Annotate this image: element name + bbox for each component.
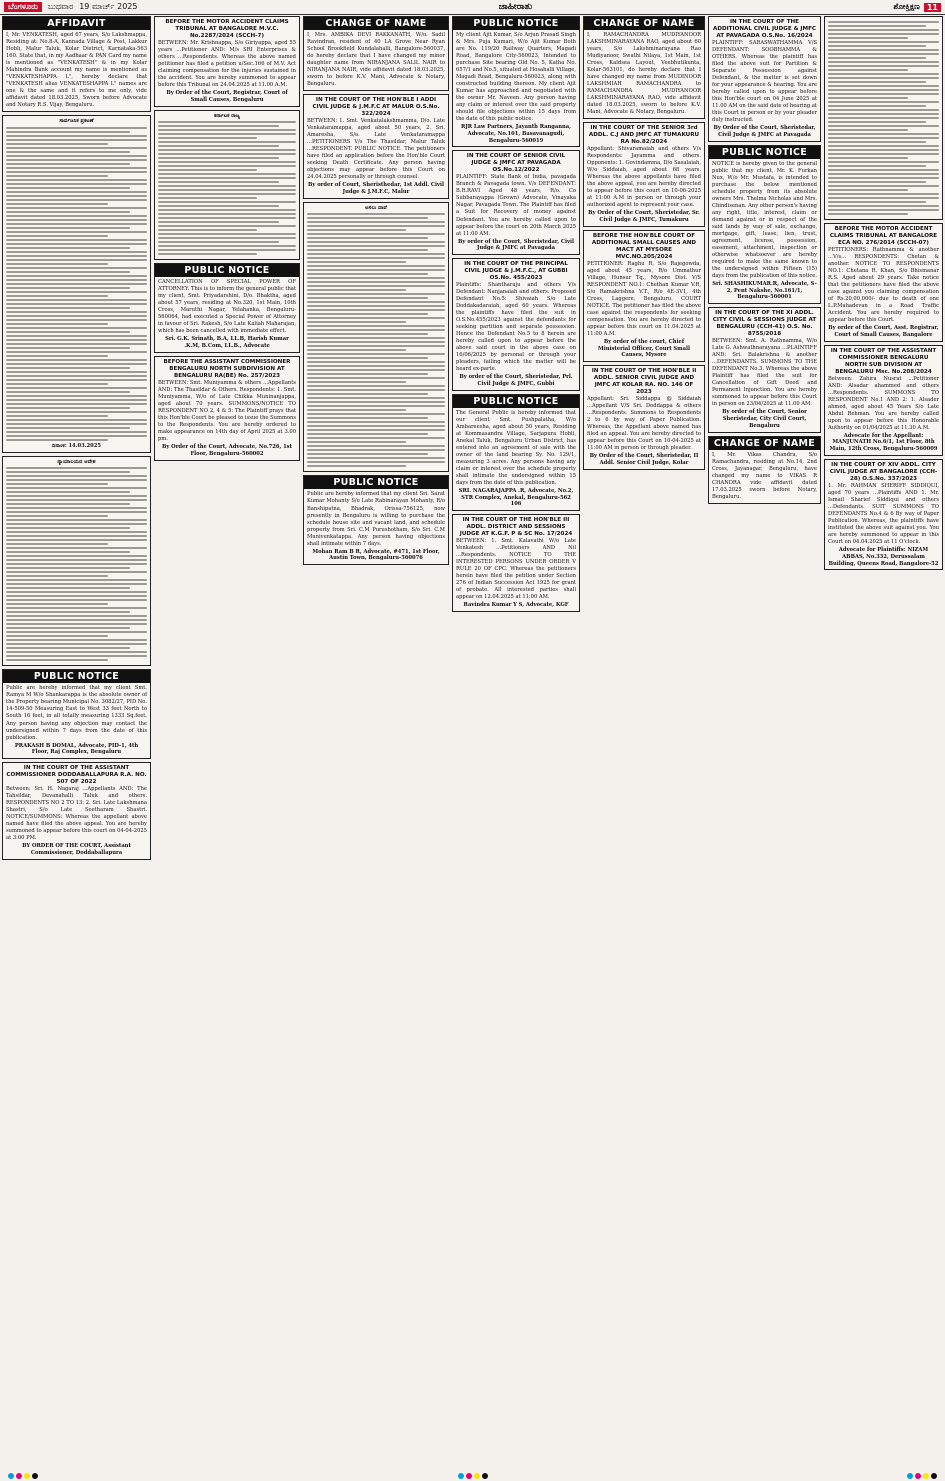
notice-10 [452, 394, 580, 511]
notice-signature: By order of the Court, Senior Sheristedar, City Civil Court, Bengaluru [722, 409, 807, 429]
court-title: IN THE COURT OF THE XI ADDL. CITY CIVIL & SESSIONS JUDGE AT BENGALURU (CCH-41) O.S. No. 8755/2018 [712, 310, 817, 338]
notice-body: BETWEEN: 1. Smt. Kalavathi W/o Late Venkatesh ...Petitioners AND Nil ...Respondents. NOTICE TO THE INTERESTED PERSONS UNDER ORDER V RULE 20 OF CPC. Whereas the petitioners herein have filed the petition under Section 276 of Indian Succession Act 1925 for grant of probate. All interested parties shall appear on 12.04.2025 at 11:00 AM. [456, 538, 576, 601]
court-title: IN THE COURT OF THE ASSISTANT COMMISSIONER BENGALURU NORTH SUB DIVISION AT BENGALURU Msc. No.208/2024 [830, 347, 937, 375]
court-title: BEFORE THE HON'BLE COURT OF ADDITIONAL SMALL CAUSES AND MACT AT MYSORE MVC.NO.205/2024 [591, 232, 697, 260]
court-title: BEFORE THE ASSISTANT COMMISSIONER BENGALURU NORTH SUBDIVISION AT BENGALURU RA(BE) No. 257/2023 [163, 358, 291, 379]
kannada-notice-4 [303, 202, 449, 473]
notice-2 [303, 16, 449, 91]
registration-marks-left [0, 1473, 46, 1479]
text-lines [828, 21, 939, 215]
notice-5 [708, 16, 821, 142]
court-title: IN THE COURT OF THE PRINCIPAL CIVIL JUDGE & J.M.F.C., AT GUBBI OS.No. 455/2023 [464, 261, 568, 282]
notice-body: PETITIONERS: Rathnamma & another ...V/s... RESPONDENTS: Chetan & another. NOTICE TO RESPONDENTS NO.1: Chetana R. Khan, S/o Bhismanar R.S. Aged about 29 years. Take notice that the petitioners have filed the above case against you claiming compensation of Rs.20,00,000/- due to death of one L.P.Mahadevan in a Road Traffic Accident. You are hereby required to appear before this Court. [828, 246, 939, 324]
notice-body: I, Mr. VENKATESH, aged 67 years, S/o Lakshmappa, Residing at: No.8-A, Kannada Village & Post, Lakkur Hobli, Malur Taluk, Kolar District, Karnataka-563 160. State that, in my Aadhaar & PAN Card my name is mentioned as "VENKATESH" & in my Kolar Mahindra Bank account my name is mentioned as "VENKATESHAPPA L", hereby declare that "VENKATESH alias VENKATESHAPPA L" names are one & the same and it refers to me only, vide affidavit dated 18.03.2025, Sworn before Advocate and Notary R.S. Vijay, Bengaluru. [6, 32, 147, 109]
notice-body: 1. Mr. RAHMAN SHERIFF SIDDIQUI, aged 70 years ...Plaintiffs AND 1. Mr. Ismail Sharief Siddiqui and others ...Defendants. SUIT SUMMONS TO DEFENDANTS No.4 & 6 By way of Paper Publication. Whereas, the plaintiffs have instituted the above suit against you. You are hereby summoned to appear in this Court on 04.04.2025 at 11 O'clock. [828, 482, 939, 546]
notice-heading: PUBLIC NOTICE [453, 395, 579, 408]
notice-16 [2, 762, 151, 860]
cyan-mark [907, 1473, 913, 1479]
column-7 [824, 16, 943, 1468]
notice-11 [583, 122, 705, 227]
notice-body: Appellant: Shivaramaiah and others V/s Respondents: Jayamma and others. Opponents: 1. Govindamma, D/o Sasalaiah, W/o Siddaiah, aged about 68 years. Whereas the above appellants have filed the above appeal, you are hereby directed to appear before this court on 10-06-2025 at 11:00 A.M in person or through your authorized agent to represent your case. [587, 146, 701, 209]
notice-body: BETWEEN: Mr. Krishnappa, S/o Giriyappa, aged 55 years ...Petitioner AND: M/s SRI Enterprises & others ...Respondents. Whereas the above named petitioner has filed a petition u/Sec.166 of M.V. Act claiming compensation for the injuries sustained in the accident. You are hereby summoned to appear before this Tribunal on 24.04.2025 at 11.00 A.M. [158, 39, 296, 89]
notice-heading: AFFIDAVIT [3, 17, 150, 30]
notice-signature: RJR Law Partners, Jayanth Ranganna, Advocate, No.101, Basavanagudi, Bengaluru-560019 [461, 124, 571, 144]
notice-3 [452, 16, 580, 147]
notice-13 [2, 669, 151, 759]
column-4 [452, 16, 580, 1468]
notice-25 [824, 345, 943, 456]
notice-heading: PUBLIC NOTICE [3, 670, 150, 683]
kannada-date: ದಿನಾಂಕ: 14.03.2025 [52, 442, 101, 449]
yellow-mark [474, 1473, 480, 1479]
masthead [0, 0, 945, 15]
notice-17 [154, 356, 300, 461]
notice-1 [2, 16, 151, 112]
notice-4 [583, 16, 705, 119]
notice-body: I, RAMACHANDRA MUDIYANOOR LAKSHMINARAYANA RAO, aged about 60 years, S/o Lakshminarayana Rao Mudiyanoor, Swathi Nilaya, 1st Main, 1st Cross, Kaldsea Layout, Veebhutikunta, Kolar-563101, do hereby declare that I have changed my name from MUDINOOR LAKSHMIAH RAMACHANDRA to RAMACHANDRA MUDIYANOOR LAKSHMINARAYANA RAO, vide affidavit dated 18.03.2025, sworn to before K.V. Mani, Advocate & Notary, Bengaluru. [587, 32, 701, 116]
notice-body: BETWEEN: Smt. A. Rathnamma, W/o Late G. Ashwathnarayana ...PLAINTIFF AND: Sri. Balakrishna & another ...DEFENDANTS. SUMMONS TO THE DEFENDANT No.3. Whereas the above Plaintiff has filed the suit for Cancellation of Gift Deed and Permanent Injunction. You are hereby summoned to appear before this Court in person on 23/04/2025 at 11.00 AM. [712, 338, 817, 408]
notice-signature: By order of the Court, Asst. Registrar, Court of Small Causes, Bangalore [828, 325, 939, 338]
notice-signature: By Order of the Court, Sheristedar, Sr. Civil Judge & JMFC, Tumakuru [588, 210, 700, 224]
column-5 [583, 16, 705, 1468]
notice-signature: By order of the Court, Sheristedar, Prl. Civil Judge & JMFC, Gubbi [459, 374, 573, 387]
notice-signature: Ravindra Kumar Y S, Advocate, KGF [463, 602, 569, 609]
court-title: BEFORE THE MOTOR ACCIDENT CLAIMS TRIBUNAL AT BANGALORE M.V.C. No.2287/2024 (SCCH-7) [165, 19, 289, 39]
notice-14 [154, 263, 300, 353]
notice-6 [154, 16, 300, 107]
notice-18 [303, 475, 449, 565]
page-number: 11 [924, 3, 941, 12]
notice-signature: By Order of the Court, Advocate, No.726, 1st Floor, Bengaluru-560002 [161, 444, 293, 457]
notice-signature: Advocate for Plaintiffs: NIZAM ABBAS, No.332, Derussalam Building, Queens Road, Bangalore-52 [828, 547, 939, 567]
masthead-right [893, 2, 945, 12]
notice-body: My client Ajit Kumar, S/o Arjun Prasad Singh & Mrs. Puja Kumari, W/o Ajit Kumar Both are No. 119/20 Railway Quarters, Magadi Road, Bangalore City-560023, Intended to purchase Site bearing Old No. 5, Katha No. 657/1 and No.5, situated at Hosahalli Village, Magadi Road, Bengaluru-560023, along with constructed building thereon. My client Ajit Kumar has approached and negotiated with the owner Mr. Naveen. Any person having any claim or interest over the said property should file objections within 15 days from the date of this public notice. [456, 32, 576, 123]
notice-22 [708, 145, 821, 305]
notice-heading: PUBLIC NOTICE [155, 264, 299, 277]
notice-body: Between: Zahira Nusrat ...Petitioner AND: Alsadar ahammed and others ...Respondents. SUMMONS TO RESPONDENT No.1 AND 2: 1. Alsader ahmed, aged about 45 Years S/o Late Abdul Rehman. You are hereby called upon to appear before this Honorable Authority on 01/04/2025 at 11.30 A.M. [828, 375, 939, 431]
court-title: IN THE COURT OF THE HON'BLE I ADDI CIVIL JUDGE & J.M.F.C AT MALUR O.S.No. 322/2024 [312, 97, 440, 118]
notice-12 [583, 230, 705, 362]
kannada-notice-3 [154, 110, 300, 261]
notice-signature: By order of Court, Sheristhedar, 1st Addl. Civil Judge & J.M.F.C, Malur [308, 182, 444, 195]
notice-signature: BY ORDER OF THE COURT, Assistant Commissioner, Doddaballapura [22, 843, 131, 856]
kannada-notice-5 [824, 16, 943, 220]
kannada-heading: ಅಸಲು ದಾವೆ [365, 204, 387, 211]
notice-signature: PRAKASH B DOMAL, Advocate, PID-1, 4th Floor, Raj Complex, Bengaluru [14, 742, 139, 756]
cyan-mark [458, 1473, 464, 1479]
magenta-mark [915, 1473, 921, 1479]
notice-body: PLAINTIFF: SARASWATHAMMA V/S DEFENDANT: SOOBHAMMA & OTHERS. Whereas the plaintiff has filed the above suit for Partition & Separate Possession against Defendant, & the matter is set down for your appearance & hearing. You are hereby called upon to appear before this Hon'ble court on 04 June 2025 at 11.00 AM on the said date of hearing at this Court in person or by your pleader duly instructed. [712, 39, 817, 124]
text-lines [6, 467, 147, 661]
print-registration-footer [0, 1470, 945, 1481]
notice-20 [708, 307, 821, 432]
kannada-notice-1 [2, 115, 151, 453]
column-6 [708, 16, 821, 1468]
notice-body: PLAINTIFF: State Bank of India, pavagada Branch & Pavagada town. V/s DEFENDANT: B.R.RAVI Aged 48 years, R/o. Co Subbarayappa (Grown) Advocate, Vinayaka Nagar, Pavagada Town. The Plaintiff has filed a Suit for Recovery of money against Defendant. You are hereby called upon to appear before the court on 20th March 2025 at 11:00 AM. [456, 174, 576, 237]
court-title: IN THE COURT OF SENIOR CIVIL JUDGE & JMFC AT PAVAGADA OS.No.12/2022 [466, 153, 566, 174]
black-mark [32, 1473, 38, 1479]
text-lines [158, 121, 296, 255]
notice-15 [708, 436, 821, 504]
notice-body: NOTICE is hereby given to the general public that my client, Mr. K. Furkan Nux, W/o Mr. Mustafa, is intended to purchase the below mentioned schedule property from its absolute owners Mrs. Thelma Nicholas and Mrs. Chindisenan. Any other person's having any right, title, interest, claim or demand against or in respect of the said lands by way of sale, exchange, mortgage, gift, lease, lien, trust, agreement, license, possession, easement, attachment, inspection or otherwise whatsoever are hereby required to make the same known to the undersigned within Fifteen (15) days from the publication of this notice. [712, 160, 817, 279]
notice-19 [452, 514, 580, 612]
notice-body: I, Mrs. AMBIKA DEVI RAKKANATH, W/o. Sadil Ravindran, resident of 40 LA Grove Near Ryan School Brookfield Kundalahalli, Bangalore-560037, do hereby declare that I have changed my minor daughter name from NIRANJANA SALIL NAIR to NIRANJANA NAIR, vide affidavit dated 18.03.2025, sworn to before K.V. Mani, Advocate & Notary, Bengaluru. [307, 32, 445, 88]
court-title: IN THE COURT OF THE ADDITIONAL CIVIL JUDGE & JMFC AT PAVAGADA O.S.No. 16/2024 [712, 19, 816, 39]
court-title: IN THE COURT OF THE HON'BLE II ADDL. SENIOR CIVIL JUDGE AND JMFC AT KOLAR RA. NO. 146 OF 2023 [591, 368, 697, 396]
black-mark [931, 1473, 937, 1479]
masthead-left [0, 2, 137, 12]
masthead-date: 19 ಮಾರ್ಚ್ 2025 [79, 2, 138, 11]
cyan-mark [8, 1473, 14, 1479]
kannada-notice-2 [2, 456, 151, 667]
notice-heading: PUBLIC NOTICE [304, 476, 448, 489]
notice-signature: By Order of the Court, Registrar, Court of Small Causes, Bengaluru [166, 90, 288, 103]
notice-9 [452, 258, 580, 391]
registration-marks-center [450, 1473, 496, 1479]
column-1 [2, 16, 151, 1468]
black-mark [482, 1473, 488, 1479]
notice-heading: CHANGE OF NAME [304, 17, 448, 30]
registration-marks-right [899, 1473, 945, 1479]
notice-signature: Advocate for the Appellant: MANJUNATH No.6/1, 1st Floor, 8th Main, 12th Cross, Bengaluru-560009 [829, 432, 938, 453]
court-title: IN THE COURT OF THE ASSISTANT COMMISSIONER DODDABALLAPURA R.A. NO. 507 OF 2022 [6, 765, 147, 786]
kannada-heading: ಕರ್ನಾಟಕ ರಾಜ್ಯ [213, 112, 241, 119]
yellow-mark [923, 1473, 929, 1479]
notice-body: PETITIONER: Raghu R, S/o Rajegowda, aged about 45 years, R/o Ummathur Village, Hunsur Tq., Mysore Dist. V/S RESPONDENT NO.1: Chethan Kumar V.R, S/o Ramakrishna V.T., R/o 4E-3V1, 4th Cross, Laggere, Bengaluru. COURT NOTICE. The petitioner has filed the above case against the respondents for seeking compensation. You are hereby directed to appear before this court on 11.04.2025 at 11:00 A.M. [587, 260, 702, 337]
notice-body: BETWEEN: Smt. Muniyamma & others ...Appellants AND: The Thasildar & Others. Respondents: 1. Smt. Muniyamma, W/o of Late Chikka Muninanjappa, aged about 70 years. SUMMONS/NOTICE TO RESPONDENT NO 2, 4 & 5: The Plaintiff prays that this Hon'ble Court be pleased to issue the Summons to the Respondents. You are hereby ordered to make appearance on 14th day of April 2025 at 3.00 pm. [158, 379, 296, 443]
notice-signature: By Order of the Court, Sheristedar, Civil Judge & JMFC at Pavagada [713, 125, 816, 138]
notice-heading: CHANGE OF NAME [584, 17, 704, 30]
notice-body: I, Mr. Vikas Chandra, S/o Ramachandra, residing at No.14, 2nd Cross, Jayanagar, Bengaluru, have changed my name to VIKAS R CHANDRA vide affidavit dated 17.03.2025 sworn before Notary, Bengaluru. [712, 451, 817, 500]
notice-signature: SRI. NAGARAJAPPA .R, Advocate, No.2, STR Complex, Anekal, Bengaluru-562 106 [458, 487, 574, 508]
notice-23 [824, 459, 943, 570]
paper-name: ಜಾಹೀರಾತು [498, 2, 533, 12]
magenta-mark [16, 1473, 22, 1479]
notice-21 [583, 365, 705, 470]
notice-7 [303, 94, 449, 199]
notice-body: Appellant: Sri. Siddappa @ Siddaiah ...Appellant V/S Sri. Doddappa & others ...Respondents. Summons to Respondents 2 to 6 by way of Paper Publication. Whereas, the Appellant above named has filed an appeal. You are hereby directed to appear before this Court on 10-04-2025 at 11:00 AM in person or through pleader. [587, 396, 701, 452]
section-label: ಶೋಕ್ತಿಕ್ಷಣ [893, 2, 920, 11]
notice-signature: Mohan Ram B R, Advocate, #471, 1st Floor, Austin Town, Bengaluru-560076 [312, 548, 440, 562]
notice-heading: CHANGE OF NAME [709, 437, 820, 450]
notice-body: Plaintiffs: Shantharaju and others V/s Defendant: Nanjanaiah and others. Proposed Defendant No.5: Shivaiah S/o Late Doddakadaraiah, aged 60 years. Whereas the plaintiffs have filed the suit in O.S.No.455/2023 against the defendants for seeking partition and separate possession. Hence the Defendant No.5 to 8 herein are hereby called upon to appear before the above said court in the above case on 16/06/2025 by personal or through your pleaders, failing which the matter will be heard ex-parte. [456, 282, 576, 373]
notice-24 [824, 223, 943, 342]
column-2 [154, 16, 300, 1468]
notice-body: Between: Sri. H. Nagaraj ...Appellants AND: The Tahsildar, Devanahalli Taluk and others. RESPONDENTS NO 2 TO 13: 2. Sri. Late Lakshmana Shastri, S/o Late Seetharam Shastri. NOTICE/SUMMONS: Whereas the appellant above named have filed the above appeal. You are hereby summoned to appear before this court on 04-04-2025 at 3:00 PM. [6, 786, 147, 842]
notice-signature: Sri. SHASHIKUMAR.R, Advocate, S-2, Pent Nakshe, No.161/1, Bengaluru-560001 [712, 280, 817, 301]
notice-heading: PUBLIC NOTICE [453, 17, 579, 30]
notice-body: The General Public is hereby informed that our client Smt. Pushpalatha, W/o Ambareesha, aged about 50 years, Residing at Kommasandra Village, Sarjapura Hobli, Anekal Taluk, Bengaluru Urban District, has entered into an agreement of sale with the owner of the land bearing Sy. No. 129/1, measuring 3 acres. Any persons having any claim or interest over the schedule property shall intimate the undersigned within 15 days from the date of this publication. [456, 409, 576, 486]
court-title: IN THE COURT OF THE HON'BLE III ADDL. DISTRICT AND SESSIONS JUDGE AT K.G.F. P & SC No. 17/2024 [459, 517, 573, 538]
court-title: BEFORE THE MOTOR ACCIDENT CLAIMS TRIBUNAL AT BANGALORE ECA NO. 276/2014 (SCCH-07) [829, 226, 938, 246]
text-lines [6, 127, 147, 441]
masthead-day: ಬುಧವಾರ [47, 2, 74, 11]
magenta-mark [466, 1473, 472, 1479]
notice-signature: Sri. G.K. Srinath, B.A, LL.B, Harish Kumar .K.M, B.Com, LL.B., Advocate [165, 336, 289, 350]
court-title: IN THE COURT OF XIV ADDL. CITY CIVIL JUDGE AT BANGALORE (CCH-28) O.S.No. 337/2023 [829, 461, 938, 482]
notice-body: Public are hereby informed that my client Sri. Sarat Kumar Mohanty S/o Late Rabinarayan Mohanty, R/o Banshipatna, Bhadrak, Orissa-756125, now presently in Bengaluru is willing to purchase the schedule house site and vacant land, and schedule property from Sri. C.M Purushotham, S/o Sri. C.M Munivenkatappa. Any person having objections shall intimate within 7 days. [307, 491, 445, 547]
yellow-mark [24, 1473, 30, 1479]
notice-signature: By order of the Court, Sheristedar, Civil Judge & JMFC at Pavagada [458, 238, 574, 252]
notice-signature: By Order of the Court, Sheristedar, II Addl. Senior Civil Judge, Kolar [589, 453, 699, 466]
edition-tag: ಬೆಂಗಳೂರು [4, 2, 42, 12]
notice-heading: PUBLIC NOTICE [709, 146, 820, 159]
notice-body: BETWEEN: 1. Smt. Venkatalakshmamma, D/o. Late Venkataramappa, aged about 50 years, 2. Sri. Amaresha, S/o. Late Venkataramappa ...PETITIONERS V/s The Thasildar, Malur Taluk ...RESPONDENT. PUBLIC NOTICE. The petitioners have filed an application before the Hon'ble Court seeking Death Certificate. Any person having objections may appear before this Court on 24.04.2025 personally or through counsel. [307, 118, 445, 181]
column-3 [303, 16, 449, 1468]
notice-body: CANCELLATION OF SPECIAL POWER OF ATTORNEY. This is to inform the general public that my client, Smt. Priyadarshini, D/o. Bhaktha, aged about 57 years, residing at No.320, 1st Main, 10th Cross, Maruthi Nagar, Yelahanka, Bengaluru-560064, had executed a Special Power of Attorney in favour of Sri. Rakesh, S/o Late Kaliah Maharajan, which has been cancelled with immediate effect. [158, 279, 296, 335]
text-lines [307, 213, 445, 467]
notice-signature: By order of the court, Chief Ministerial Officer, Court Small Causes, Mysore [598, 338, 690, 359]
kannada-heading: ನ್ಯಾಯಾಲಯದ ಆದೇಶ [57, 458, 96, 465]
notice-8 [452, 150, 580, 255]
court-title: IN THE COURT OF THE SENIOR 3rd ADDL. C.J AND JMFC AT TUMAKURU RA No.82/2024 [588, 125, 700, 146]
notice-body: Public are hereby informed that my client Smt. Ramya M W/o Shankarappa is the absolute owner of the Property bearing Municipal No. 3082/27, PID No. 14-509-50 Measuring East to West 33 feet North to South 16 feet, in all totally measuring 1333 Sq.feet. Any person having any objection may contact the undersigned within 7 days from the date of this publication. [6, 685, 147, 741]
kannada-heading: ಸಾರ್ವಜನಿಕ ಪ್ರಕಟಣೆ [59, 118, 94, 125]
